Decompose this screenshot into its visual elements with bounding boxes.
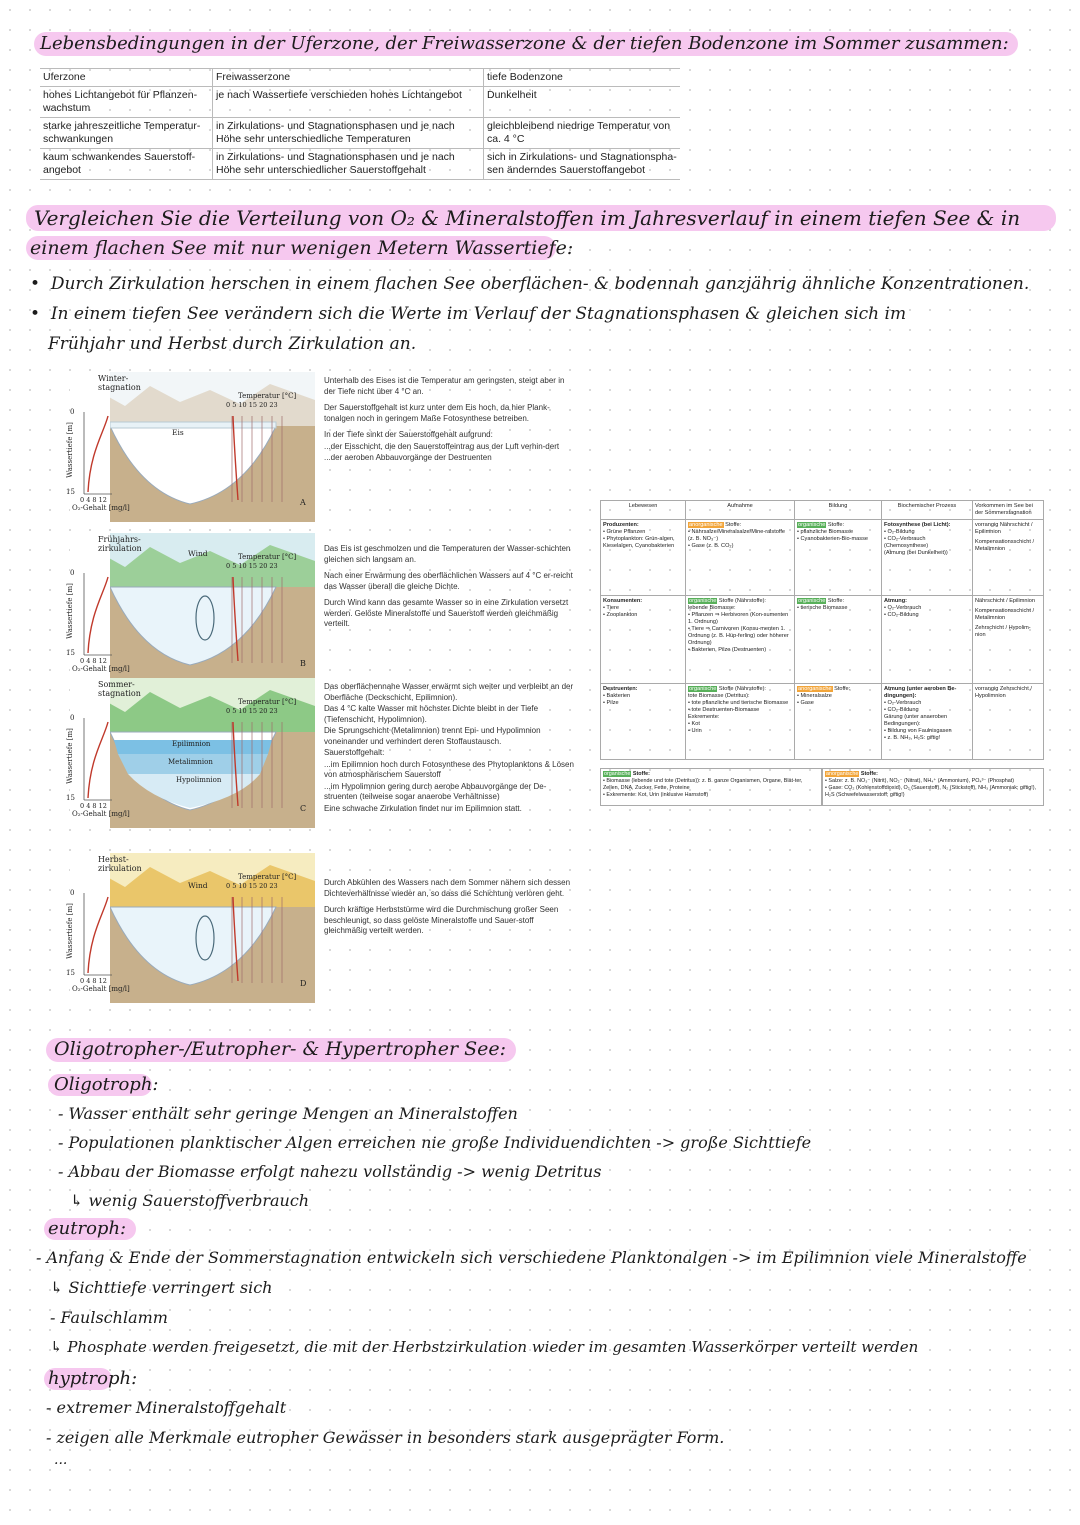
eutroph-line: - Anfang & Ende der Sommerstagnation entwickeln sich verschiedene Planktonalgen -> im Epilimnion viele Mineralstoffe xyxy=(36,1248,1027,1267)
temperature-ticks: 0 5 10 15 20 23 xyxy=(226,707,278,715)
panel-letter: B xyxy=(300,659,306,668)
eco-row xyxy=(601,520,1044,596)
epilimnion-label: Epilimnion xyxy=(172,740,211,748)
table-cell: kaum schwankendes Sauerstoff-angebot xyxy=(40,149,213,180)
depth-tick: 15 xyxy=(66,649,75,657)
eco-header: Aufnahme xyxy=(686,501,795,520)
eco-header: Vorkommen im See bei der Sommerstagnation xyxy=(973,501,1044,520)
season-name: stagnation xyxy=(98,383,141,392)
temperature-ticks: 0 5 10 15 20 23 xyxy=(226,401,278,409)
label-oligotroph: Oligotroph: xyxy=(54,1074,159,1095)
season-description: Das oberflächennahe Wasser erwärmt sich weiter und verbleibt an der Oberfläche (Deckschicht, Epilimnion). Das 4 °C kalte Wasser mit höchster Dichte bleibt in der Tiefe (Tiefenschicht, Hypolimnion). Die Sprungschicht (Metalimnion) trennt Epi- und Hypolimnion voneinander und verhindert deren Stoffaustausch. Sauerstoffgehalt: ...im Epilimnion hoch durch Fotosynthese des Phytoplanktons & Lösen von atmosphärischem Sauerstoff ...im Hypolimnion gering durch aerobe Abbauvorgänge der De-struenten (teilweise sogar anaerobe Verhältnisse) Eine schwache Zirkulation findet nur im Epilimnion statt. xyxy=(324,682,574,813)
temperature-ticks: 0 5 10 15 20 23 xyxy=(226,562,278,570)
hypertroph-line: - zeigen alle Merkmale eutropher Gewässer in besonders stark ausgeprägter Form. xyxy=(46,1428,725,1447)
eco-header: Lebewesen xyxy=(601,501,686,520)
season-description: Das Eis ist geschmolzen und die Temperaturen der Wasser-schichten gleichen sich langsam an. Nach einer Erwärmung des oberflächlichen Wassers auf 4 °C er-reicht das Wasser überall die gleiche Dichte. Durch Wind kann das gesamte Wasser so in eine Zirkulation versetzt werden. Gelöste Mineralstoffe und Sauerstoff werden gleichmäßig verteilt. xyxy=(324,544,573,628)
header-uferzone: Uferzone xyxy=(40,69,213,87)
season-name: Sommer- xyxy=(98,680,135,689)
o2-ticks: 0 4 8 12 xyxy=(80,496,107,504)
table-cell: sich in Zirkulations- und Stagnationspha-sen änderndes Sauerstoffangebot xyxy=(484,149,681,180)
season-description: Durch Abkühlen des Wassers nach dem Sommer nähern sich dessen Dichteverhältnisse wieder an, so dass die Schichtung verloren geht. Durch kräftige Herbststürme wird die Durchmischung großer Seen beschleunigt, so dass gelöste Mineralstoffe und Sauer-stoff gleichmäßig verteilt werden. xyxy=(324,878,571,935)
panel-letter: A xyxy=(300,498,306,507)
eco-cell: Nährschicht / Epilimnion Kompensationsschicht / Metalimnion Zehrschicht / Hypolim-nion xyxy=(973,596,1044,684)
o2-ticks: 0 4 8 12 xyxy=(80,802,107,810)
comparison-table xyxy=(40,68,680,180)
depth-tick: 15 xyxy=(66,969,75,977)
eco-cell: Konsumenten: • Tiere • Zooplankton xyxy=(601,596,686,684)
eco-cell: anorganische Stoffe: • Nährsalze/Mineralsalze/Mine-ralstoffe (z. B. NO₃⁻) • Gase (z. B. CO₂) xyxy=(686,520,795,596)
eco-cell: Atmung (unter aeroben Be-dingungen): • O₂-Verbrauch • CO₂-Bildung Gärung (unter anaeroben Bedingungen): • Bildung von Faulnisgasen • z. B. NH₃, H₂S: giftig! xyxy=(882,684,973,760)
oligotroph-line: - Abbau der Biomasse erfolgt nahezu vollständig -> wenig Detritus xyxy=(58,1162,602,1181)
season-name: stagnation xyxy=(98,689,141,698)
temperature-label: Temperatur [°C] xyxy=(238,873,297,881)
bullet-continuation: Frühjahr und Herbst durch Zirkulation an. xyxy=(48,334,417,354)
panel-letter: D xyxy=(300,979,307,988)
depth-tick: 15 xyxy=(66,794,75,802)
eco-cell: organische Stoffe: • tierische Biomasse xyxy=(795,596,882,684)
eco-cell: Destruenten: • Bakterien • Pilze xyxy=(601,684,686,760)
ellipsis: ... xyxy=(54,1452,68,1468)
eco-header: Biochemischer Prozess xyxy=(882,501,973,520)
eco-cell: Atmung: • O₂-Verbrauch • CO₂-Bildung xyxy=(882,596,973,684)
season-name: Winter- xyxy=(98,374,129,383)
temperature-ticks: 0 5 10 15 20 23 xyxy=(226,882,278,890)
wind-label: Wind xyxy=(188,549,208,558)
oligotroph-line: - Populationen planktischer Algen erreichen nie große Individuendichten -> große Sichttiefe xyxy=(58,1133,812,1152)
hypertroph-line: - extremer Mineralstoffgehalt xyxy=(46,1398,287,1417)
depth-tick: 0 xyxy=(70,889,75,897)
heading-vergleich-line1: Vergleichen Sie die Verteilung von O₂ & Mineralstoffen im Jahresverlauf in einem tiefen See & in xyxy=(34,206,1021,230)
season-name: Herbst- xyxy=(98,855,129,864)
eco-cell: vorrangig Zehrschicht / Hypolimnion xyxy=(973,684,1044,760)
ice-label: Eis xyxy=(172,428,184,437)
table-cell: je nach Wassertiefe verschieden hohes Lichtangebot xyxy=(213,87,484,118)
ecosystem-table xyxy=(600,500,1044,760)
metalimnion-label: Metalimnion xyxy=(168,758,213,766)
depth-axis-label: Wassertiefe [m] xyxy=(65,583,74,639)
header-freiwasserzone: Freiwasserzone xyxy=(213,69,484,87)
label-eutroph: eutroph: xyxy=(48,1218,127,1239)
depth-axis-label: Wassertiefe [m] xyxy=(65,728,74,784)
table-cell: hohes Lichtangebot für Pflanzen-wachstum xyxy=(40,87,213,118)
heading-trophie: Oligotropher-/Eutropher- & Hypertropher See: xyxy=(54,1038,507,1060)
ecosystem-legend xyxy=(600,768,1044,808)
o2-ticks: 0 4 8 12 xyxy=(80,977,107,985)
eco-header: Bildung xyxy=(795,501,882,520)
legend-inorganic: anorganische Stoffe: • Salze: z. B. NO₃⁻ (Nitrit), NO₂⁻ (Nitrat), NH₄⁺ (Ammonium), PO₄³⁻ (Phosphat) • Gase: CO₂ (Kohlenstoffdioxid), O₂ (Sauerstoff), N₂ (Stickstoff), NH₃ (Ammoniak; giftig!), H₂S (Schwefelwasserstoff; giftig!) xyxy=(822,768,1044,806)
legend-organic: organische Stoffe: • Biomasse (lebende und tote (Detritus)): z. B. ganze Organismen, Organe, Blät-ter, Zellen, DNA, Zucker, Fette, Proteine • Exkremente: Kot, Urin (inklusive Harnstoff) xyxy=(600,768,822,806)
o2-axis-label: O₂-Gehalt [mg/l] xyxy=(72,985,130,993)
eco-row xyxy=(601,684,1044,760)
depth-tick: 0 xyxy=(70,408,75,416)
oligotroph-line: - Wasser enthält sehr geringe Mengen an Mineralstoffen xyxy=(58,1104,518,1123)
oligotroph-line: ↳ wenig Sauerstoffverbrauch xyxy=(70,1191,310,1210)
eco-cell: Fotosynthese (bei Licht): • O₂-Bildung • CO₂-Verbrauch (Chemosynthese) (Atmung (bei Dunkelheit)) xyxy=(882,520,973,596)
table-cell: in Zirkulations- und Stagnationsphasen und je nach Höhe sehr unterschiedliche Temperaturen xyxy=(213,118,484,149)
eutroph-line: ↳ Phosphate werden freigesetzt, die mit der Herbstzirkulation wieder im gesamten Wasserkörper verteilt werden xyxy=(50,1338,919,1356)
o2-axis-label: O₂-Gehalt [mg/l] xyxy=(72,504,130,512)
season-name: Frühjahrs- xyxy=(98,535,141,544)
eco-row xyxy=(601,596,1044,684)
heading-vergleich-line2: einem flachen See mit nur wenigen Metern Wassertiefe: xyxy=(30,237,574,259)
wind-label: Wind xyxy=(188,881,208,890)
depth-axis-label: Wassertiefe [m] xyxy=(65,903,74,959)
header-tiefe-bodenzone: tiefe Bodenzone xyxy=(484,69,681,87)
season-description: Unterhalb des Eises ist die Temperatur am geringsten, steigt aber in der Tiefe nicht über 4 °C an. Der Sauerstoffgehalt ist kurz unter dem Eis hoch, da hier Plank-tonalgen noch in geringem Maße Fotosynthese betreiben. In der Tiefe sinkt der Sauerstoffgehalt aufgrund: ...der Eisschicht, die den Sauerstoffeintrag aus der Luft verhin-dert ...der aeroben Abbauvorgänge der Destruenten xyxy=(324,376,565,462)
bullet-item: • In einem tiefen See verändern sich die Werte im Verlauf der Stagnationsphasen & gleichen sich im xyxy=(30,304,907,324)
eco-cell: anorganische Stoffe: • Mineralsalze • Gase xyxy=(795,684,882,760)
temperature-label: Temperatur [°C] xyxy=(238,553,297,561)
label-hypertroph: hyptroph: xyxy=(48,1368,138,1389)
table-row xyxy=(40,87,680,118)
eutroph-line: - Faulschlamm xyxy=(50,1308,168,1327)
season-name: zirkulation xyxy=(98,864,142,873)
eutroph-line: ↳ Sichttiefe verringert sich xyxy=(50,1278,273,1297)
table-row xyxy=(40,149,680,180)
eco-cell: vorrangig Nährschicht / Epilimnion Kompensationsschicht / Metalimnion xyxy=(973,520,1044,596)
depth-axis-label: Wassertiefe [m] xyxy=(65,422,74,478)
depth-tick: 0 xyxy=(70,714,75,722)
eco-cell: organische Stoffe (Nährstoffe): lebende Biomasse: • Pflanzen ⇒ Herbivoren (Kon-sumenten 1. Ordnung) • Tiere ⇒ Carnivoren (Konsu-menten 1. Ordnung (z. B. Hüp-ferling) oder höherer Ordnung) • Bakterien, Pilze (Destruenten) xyxy=(686,596,795,684)
bullet-item: • Durch Zirkulation herschen in einem flachen See oberflächen- & bodennah ganzjährig ähnliche Konzentrationen. xyxy=(30,274,1030,294)
o2-ticks: 0 4 8 12 xyxy=(80,657,107,665)
depth-tick: 15 xyxy=(66,488,75,496)
o2-axis-label: O₂-Gehalt [mg/l] xyxy=(72,665,130,673)
table-cell: gleichbleibend niedrige Temperatur von ca. 4 °C xyxy=(484,118,681,149)
o2-axis-label: O₂-Gehalt [mg/l] xyxy=(72,810,130,818)
eco-cell: Produzenten: • Grüne Pflanzen • Phytoplankton: Grün-algen, Kieselalgen, Cyanobakterien xyxy=(601,520,686,596)
panel-letter: C xyxy=(300,804,307,813)
table-cell: in Zirkulations- und Stagnationsphasen und je nach Höhe sehr unterschiedlicher Sauerstoffgehalt xyxy=(213,149,484,180)
table-row xyxy=(40,118,680,149)
season-name: zirkulation xyxy=(98,544,142,553)
table-cell: Dunkelheit xyxy=(484,87,681,118)
eco-cell: organische Stoffe (Nährstoffe): tote Biomasse (Detritus): • tote pflanzliche und tierische Biomasse • tote Destruenten-Biomasse Exkremente: • Kot • Urin xyxy=(686,684,795,760)
hypolimnion-label: Hypolimnion xyxy=(176,776,222,784)
heading-lebensbedingungen: Lebensbedingungen in der Uferzone, der Freiwasserzone & der tiefen Bodenzone im Sommer zusammen: xyxy=(40,33,1009,54)
temperature-label: Temperatur [°C] xyxy=(238,392,297,400)
temperature-label: Temperatur [°C] xyxy=(238,698,297,706)
eco-cell: organische Stoffe: • pflanzliche Biomasse • Cyanobakterien-Bio-masse xyxy=(795,520,882,596)
table-cell: starke jahreszeitliche Temperatur-schwankungen xyxy=(40,118,213,149)
depth-tick: 0 xyxy=(70,569,75,577)
